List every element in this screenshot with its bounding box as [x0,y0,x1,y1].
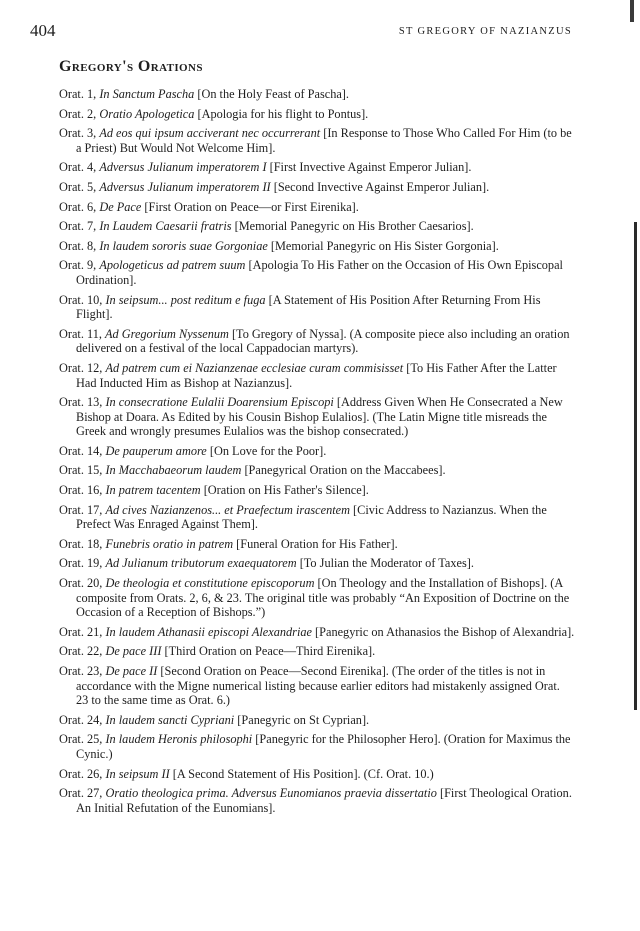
oration-description: [Second Invective Against Emperor Julian]. [273,179,490,194]
oration-latin-title: In Laudem Caesarii fratris [99,219,232,234]
oration-number: Orat. 14, [59,443,103,458]
oration-number: Orat. 5, [59,179,97,194]
oration-number: Orat. 11, [59,326,102,341]
oration-number: Orat. 25, [59,732,103,747]
oration-entry [59,537,575,552]
oration-latin-title: Ad eos qui ipsum acciverant nec occurrerant [99,126,321,141]
oration-number: Orat. 23, [59,664,103,678]
oration-entry [59,361,575,390]
oration-entry [59,219,575,234]
oration-number: Orat. 17, [59,502,103,517]
oration-description: [Oration on His Father's Silence]. [203,483,369,498]
oration-latin-title: In seipsum II [105,766,170,781]
oration-number: Orat. 20, [59,576,103,591]
oration-latin-title: De pauperum amore [105,443,207,458]
oration-number: Orat. 10, [59,292,103,307]
oration-entry [59,395,575,439]
oration-number: Orat. 18, [59,536,103,551]
oration-description: [To His Father After the Latter Had Inducted Him as Bishop at Nazianzus]. [76,360,557,390]
oration-entry [59,180,575,195]
oration-latin-title: Ad Gregorium Nyssenum [105,326,229,341]
oration-description: [On Love for the Poor]. [209,443,327,458]
oration-latin-title: Adversus Julianum imperatorem II [99,179,271,194]
oration-number: Orat. 3, [59,126,97,141]
oration-number: Orat. 9, [59,258,97,273]
oration-entry [59,444,575,459]
oration-latin-title: In Sanctum Pascha [99,87,195,101]
oration-number: Orat. 12, [59,360,103,375]
oration-entry [59,625,575,640]
oration-number: Orat. 27, [59,786,103,801]
oration-number: Orat. 2, [59,106,97,121]
oration-description: [To Julian the Moderator of Taxes]. [299,556,474,571]
oration-latin-title: In seipsum... post reditum e fuga [105,292,266,307]
oration-entry [59,327,575,356]
section-title: Gregory's Orations [59,58,203,75]
oration-latin-title: De pace II [105,664,158,678]
oration-entry [59,293,575,322]
oration-entry [59,576,575,620]
oration-latin-title: De Pace [99,199,142,214]
oration-number: Orat. 22, [59,644,103,659]
oration-number: Orat. 16, [59,483,103,498]
oration-description: [Civic Address to Nazianzus. When the Prefect Was Enraged Against Them]. [76,502,547,532]
oration-number: Orat. 21, [59,624,103,639]
oration-entry [59,160,575,175]
oration-entry [59,200,575,215]
oration-description: [Panegyric on Athanasios the Bishop of Alexandria]. [315,624,575,639]
oration-entry [59,786,575,815]
oration-description: [Apologia To His Father on the Occasion of His Own Episcopal Ordination]. [76,258,563,287]
oration-number: Orat. 6, [59,199,97,214]
oration-latin-title: Ad cives Nazianzenos... et Praefectum irascentem [105,502,350,517]
oration-description: [To Gregory of Nyssa]. (A composite piece also including an oration delivered on a festival of the local Cappadocian martyrs). [76,326,570,356]
oration-entry [59,483,575,498]
oration-description: [Memorial Panegyric on His Sister Gorgonia]. [270,238,499,253]
oration-latin-title: Oratio Apologetica [99,106,195,121]
oration-latin-title: De pace III [105,644,162,659]
oration-description: [First Invective Against Emperor Julian]. [269,160,472,175]
oration-number: Orat. 13, [59,395,103,410]
page-edge-tick [630,0,634,22]
oration-number: Orat. 7, [59,219,97,234]
oration-latin-title: Funebris oratio in patrem [105,536,234,551]
page-number: 404 [30,21,56,40]
oration-number: Orat. 24, [59,712,103,727]
orations-list [59,87,575,820]
oration-entry [59,732,575,761]
page-edge-mark [634,222,637,710]
oration-entry [59,87,575,102]
oration-entry [59,107,575,122]
oration-description: [Address Given When He Consecrated a New Bishop at Doara. As Edited by his Cousin Bishop Eulalios]. (The Latin Migne title misreads the Greek and wrongly presumes Eulalios was the bishop consecrated.) [76,395,563,439]
oration-description: [Memorial Panegyric on His Brother Caesarios]. [234,219,474,234]
oration-entry [59,767,575,782]
oration-description: [Panegyric on St Cyprian]. [237,712,370,727]
oration-description: [A Second Statement of His Position]. (Cf. Orat. 10.) [172,766,434,781]
oration-latin-title: Oratio theologica prima. Adversus Eunomianos praevia dissertatio [105,786,437,801]
oration-description: [A Statement of His Position After Returning From His Flight]. [76,292,541,322]
oration-entry [59,126,575,155]
oration-number: Orat. 19, [59,556,103,571]
oration-latin-title: Apologeticus ad patrem suum [99,258,246,273]
oration-description: [In Response to Those Who Called For Him (to be a Priest) But Would Not Welcome Him]. [76,126,572,155]
oration-latin-title: In consecratione Eulalii Doarensium Episcopi [105,395,334,410]
oration-description: [Apologia for his flight to Pontus]. [197,106,369,121]
oration-latin-title: De theologia et constitutione episcoporum [105,576,315,591]
oration-entry [59,258,575,287]
oration-description: [On Theology and the Installation of Bishops]. (A composite from Orats. 2, 6, & 23. The original title was probably “An Exposition of Doctrine on the Occasion of a Reception of Bishops.”) [76,576,570,620]
oration-number: Orat. 8, [59,238,97,253]
oration-description: [Panegyrical Oration on the Maccabees]. [244,463,446,478]
oration-description: [Second Oration on Peace—Second Eirenika]. (The order of the titles is not in accordance with the Migne numerical listing because earlier editors had mistakenly assigned Orat. 23 to the same time as Orat. 6.) [76,664,560,708]
oration-entry [59,503,575,532]
oration-latin-title: Ad Julianum tributorum exaequatorem [105,556,297,571]
oration-latin-title: In laudem Heronis philosophi [105,732,253,747]
oration-latin-title: Adversus Julianum imperatorem I [99,160,267,175]
oration-number: Orat. 4, [59,160,97,175]
oration-entry [59,239,575,254]
oration-latin-title: In laudem Athanasii episcopi Alexandriae [105,624,312,639]
oration-entry [59,463,575,478]
oration-entry [59,713,575,728]
oration-description: [First Oration on Peace—or First Eirenika]. [144,199,359,214]
oration-description: [On the Holy Feast of Pascha]. [197,87,349,101]
oration-latin-title: Ad patrem cum ei Nazianzenae ecclesiae curam commisisset [105,360,404,375]
oration-latin-title: In Macchabaeorum laudem [105,463,242,478]
running-head: ST GREGORY OF NAZIANZUS [398,26,572,37]
oration-number: Orat. 15, [59,463,103,478]
oration-entry [59,664,575,708]
oration-number: Orat. 26, [59,766,103,781]
oration-entry [59,644,575,659]
oration-description: [Third Oration on Peace—Third Eirenika]. [164,644,376,659]
oration-number: Orat. 1, [59,87,97,101]
oration-description: [Panegyric for the Philosopher Hero]. (Oration for Maximus the Cynic.) [76,732,571,761]
oration-entry [59,556,575,571]
oration-latin-title: In laudem sancti Cypriani [105,712,235,727]
oration-description: [Funeral Oration for His Father]. [236,536,398,551]
oration-latin-title: In laudem sororis suae Gorgoniae [99,238,268,253]
oration-description: [First Theological Oration. An Initial Refutation of the Eunomians]. [76,786,572,815]
oration-latin-title: In patrem tacentem [105,483,201,498]
